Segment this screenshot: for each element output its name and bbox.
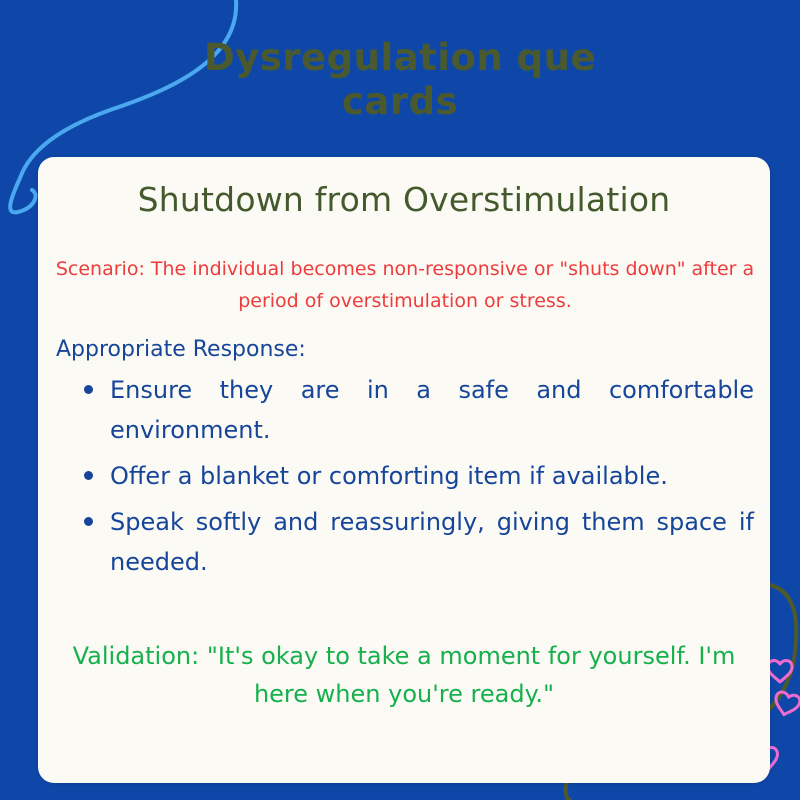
page-title-line-1: Dysregulation que — [203, 36, 597, 79]
bullet-icon — [84, 471, 93, 480]
heart-icon — [768, 661, 792, 682]
response-item — [82, 370, 754, 450]
response-item-text: Ensure they are in a safe and comfortable environment. — [110, 376, 754, 444]
response-heading: Appropriate Response: — [56, 337, 306, 362]
card-title: Shutdown from Overstimulation — [137, 180, 671, 219]
response-list — [82, 370, 754, 588]
scenario-text: Scenario: The individual becomes non-responsive or "shuts down" after a period of overstimulation or stress. — [55, 258, 755, 312]
page-title-line-2: cards — [341, 80, 459, 123]
bullet-icon — [84, 385, 93, 394]
response-item-text: Offer a blanket or comforting item if available. — [110, 462, 668, 490]
response-item — [82, 502, 754, 582]
page-title — [150, 36, 650, 124]
cue-card — [38, 157, 770, 783]
response-item-text: Speak softly and reassuringly, giving them space if needed. — [110, 508, 754, 576]
validation-text: Validation: "It's okay to take a moment for yourself. I'm here when you're ready." — [72, 642, 736, 708]
bullet-icon — [84, 517, 93, 526]
response-item — [82, 456, 754, 496]
heart-icon — [772, 691, 800, 718]
